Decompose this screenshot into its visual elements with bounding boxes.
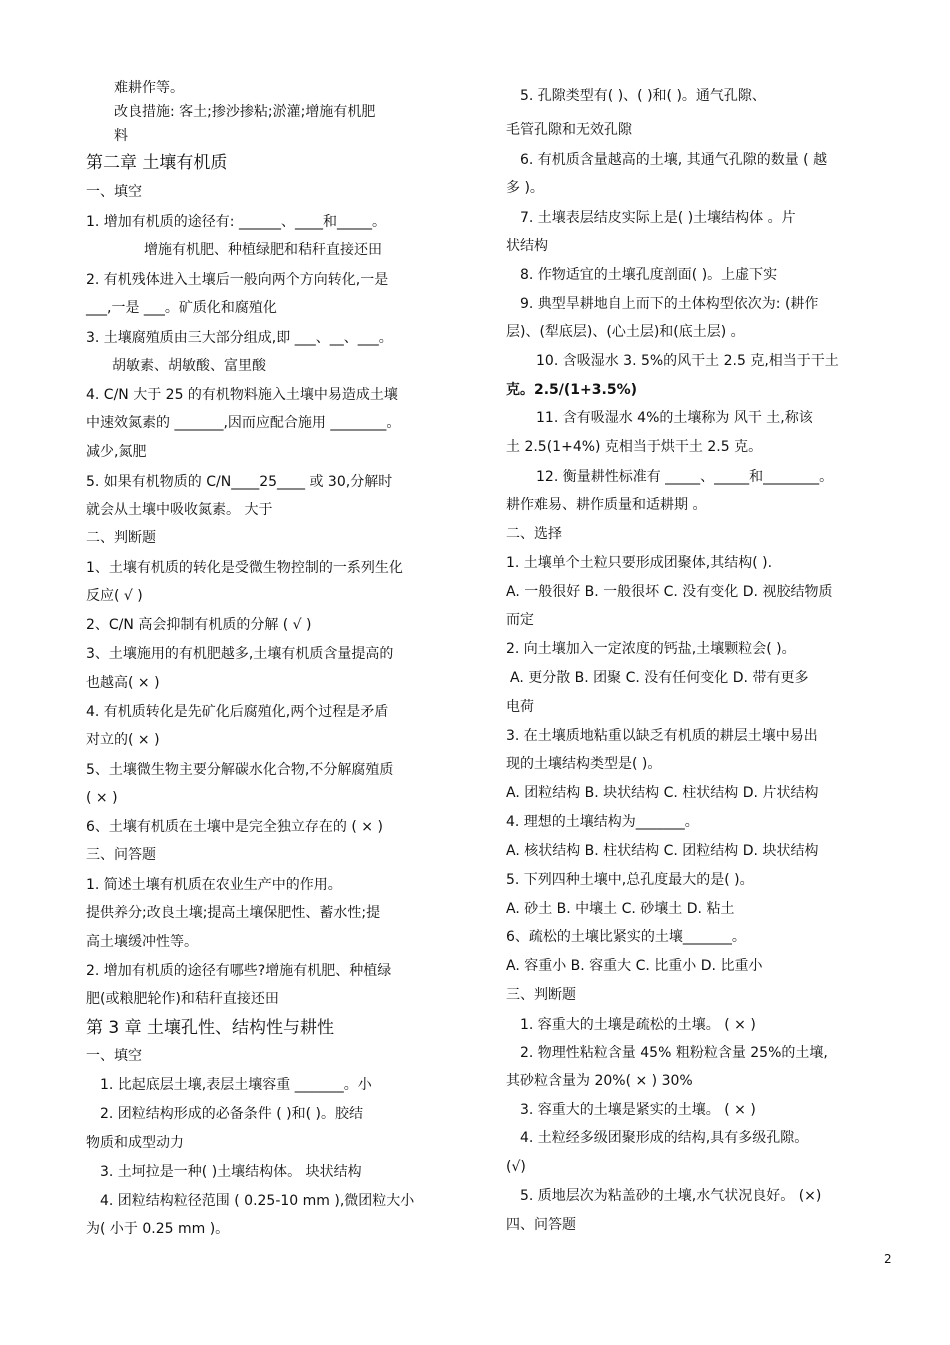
right-text-line: 层)、(犁底层)、(心土层)和(底土层) 。: [506, 324, 745, 340]
left-text-line: ___,一是 ___。矿质化和腐殖化: [86, 300, 277, 316]
left-text-line: 6、土壤有机质在土壤中是完全独立存在的 ( × ): [86, 819, 383, 835]
left-text-line: 中速效氮素的 _______,因而应配合施用 ________。: [86, 415, 401, 431]
right-text-line: 11. 含有吸湿水 4%的土壤称为 风干 土,称该: [536, 410, 813, 426]
left-text-line: 2. 团粒结构形成的必备条件 ( )和( )。胶结: [100, 1106, 364, 1122]
left-text-line: 第二章 土壤有机质: [86, 153, 228, 173]
page-number: 2: [884, 1252, 892, 1266]
left-text-line: 2. 有机残体进入土壤后一般向两个方向转化,一是: [86, 272, 389, 288]
right-text-line: 12. 衡量耕性标准有 _____、_____和________。: [536, 469, 834, 485]
right-text-line: A. 一般很好 B. 一般很坏 C. 没有变化 D. 视胶结物质: [506, 584, 833, 600]
left-text-line: 第 3 章 土壤孔性、结构性与耕性: [86, 1018, 335, 1038]
left-text-line: 3. 土壤腐殖质由三大部分组成,即 ___、__、___。: [86, 330, 393, 346]
right-text-line: 10. 含吸湿水 3. 5%的风干土 2.5 克,相当于干土: [536, 353, 839, 369]
right-text-line: 2. 向土壤加入一定浓度的钙盐,土壤颗粒会( )。: [506, 641, 796, 657]
left-text-line: 1. 简述土壤有机质在农业生产中的作用。: [86, 877, 342, 893]
left-text-line: ( × ): [86, 790, 118, 806]
left-text-line: 4. 团粒结构粒径范围 ( 0.25-10 mm ),微团粒大小: [100, 1193, 415, 1209]
right-text-line: 四、问答题: [506, 1217, 576, 1233]
right-text-line: 8. 作物适宜的土壤孔度剖面( )。上虚下实: [520, 267, 778, 283]
left-text-line: 一、填空: [86, 1048, 142, 1064]
left-text-line: 1、土壤有机质的转化是受微生物控制的一系列生化: [86, 560, 403, 576]
left-text-line: 3. 土坷拉是一种( )土壤结构体。 块状结构: [100, 1164, 362, 1180]
left-text-line: 也越高( × ): [86, 675, 160, 691]
left-text-line: 二、判断题: [86, 530, 156, 546]
left-text-line: 一、填空: [86, 184, 142, 200]
right-text-line: 2. 物理性粘粒含量 45% 粗粉粒含量 25%的土壤,: [520, 1045, 828, 1061]
left-text-line: 就会从土壤中吸收氮素。 大于: [86, 502, 273, 518]
right-text-line: 耕作难易、耕作质量和适耕期 。: [506, 497, 707, 513]
left-text-line: 1. 增加有机质的途径有: ______、____和_____。: [86, 214, 386, 230]
right-text-line: 6、疏松的土壤比紧实的土壤_______。: [506, 929, 746, 945]
left-text-line: 肥(或粮肥轮作)和秸秆直接还田: [86, 991, 279, 1007]
right-text-line: 1. 容重大的土壤是疏松的土壤。 ( × ): [520, 1017, 756, 1033]
right-text-line: A. 核状结构 B. 柱状结构 C. 团粒结构 D. 块状结构: [506, 843, 819, 859]
right-text-line: 三、判断题: [506, 987, 576, 1003]
left-text-line: 物质和成型动力: [86, 1135, 184, 1151]
right-text-line: (√): [506, 1159, 526, 1175]
left-text-line: 5. 如果有机物质的 C/N____25____ 或 30,分解时: [86, 474, 393, 490]
right-text-line: 毛管孔隙和无效孔隙: [506, 122, 632, 138]
right-text-line: 4. 理想的土壤结构为_______。: [506, 814, 699, 830]
left-text-line: 反应( √ ): [86, 588, 143, 604]
right-text-line: A. 团粒结构 B. 块状结构 C. 柱状结构 D. 片状结构: [506, 785, 819, 801]
right-text-line: 现的土壤结构类型是( )。: [506, 756, 662, 772]
left-text-line: 增施有机肥、种植绿肥和秸秆直接还田: [144, 242, 382, 258]
right-text-line: 6. 有机质含量越高的土壤, 其通气孔隙的数量 ( 越: [520, 152, 828, 168]
left-text-line: 减少,氮肥: [86, 444, 147, 460]
right-text-line: 状结构: [506, 238, 548, 254]
left-text-line: 胡敏素、胡敏酸、富里酸: [112, 358, 266, 374]
right-text-line: 9. 典型旱耕地自上而下的土体构型依次为: (耕作: [520, 296, 819, 312]
left-text-line: 4. 有机质转化是先矿化后腐殖化,两个过程是矛盾: [86, 704, 389, 720]
right-text-line: 3. 在土壤质地粘重以缺乏有机质的耕层土壤中易出: [506, 728, 818, 744]
left-text-line: 改良措施: 客土;掺沙掺粘;淤灌;增施有机肥: [114, 104, 376, 120]
left-text-line: 4. C/N 大于 25 的有机物料施入土壤中易造成土壤: [86, 387, 398, 403]
left-text-line: 为( 小于 0.25 mm )。: [86, 1221, 230, 1237]
right-text-line: 5. 质地层次为粘盖砂的土壤,水气状况良好。 (×): [520, 1188, 822, 1204]
left-text-line: 三、问答题: [86, 847, 156, 863]
right-text-line: 5. 下列四种土壤中,总孔度最大的是( )。: [506, 872, 754, 888]
right-text-line: A. 容重小 B. 容重大 C. 比重小 D. 比重小: [506, 958, 763, 974]
right-text-line: 4. 土粒经多级团聚形成的结构,具有多级孔隙。: [520, 1130, 809, 1146]
left-text-line: 高土壤缓冲性等。: [86, 934, 198, 950]
right-text-line: 二、选择: [506, 526, 562, 542]
left-text-line: 对立的( × ): [86, 732, 160, 748]
left-text-line: 1. 比起底层土壤,表层土壤容重 _______。小: [100, 1077, 372, 1093]
right-text-line: 3. 容重大的土壤是紧实的土壤。 ( × ): [520, 1102, 756, 1118]
left-text-line: 提供养分;改良土壤;提高土壤保肥性、蓄水性;提: [86, 905, 381, 921]
left-text-line: 2、C/N 高会抑制有机质的分解 ( √ ): [86, 617, 312, 633]
right-text-line: 土 2.5(1+4%) 克相当于烘干土 2.5 克。: [506, 439, 763, 455]
left-text-line: 料: [114, 128, 128, 144]
right-text-line: 多 )。: [506, 180, 544, 196]
right-text-line: 克。2.5/(1+3.5%): [506, 382, 638, 398]
right-text-line: A. 砂土 B. 中壤土 C. 砂壤土 D. 粘土: [506, 901, 735, 917]
right-text-line: 1. 土壤单个土粒只要形成团聚体,其结构( ).: [506, 555, 773, 571]
left-text-line: 3、土壤施用的有机肥越多,土壤有机质含量提高的: [86, 646, 394, 662]
right-text-line: 电荷: [506, 699, 534, 715]
right-text-line: A. 更分散 B. 团聚 C. 没有任何变化 D. 带有更多: [510, 670, 809, 686]
right-text-line: 5. 孔隙类型有( )、( )和( )。通气孔隙、: [520, 88, 766, 104]
right-text-line: 7. 土壤表层结皮实际上是( )土壤结构体 。片: [520, 210, 796, 226]
left-text-line: 5、土壤微生物主要分解碳水化合物,不分解腐殖质: [86, 762, 394, 778]
right-text-line: 而定: [506, 612, 534, 628]
left-text-line: 2. 增加有机质的途径有哪些?增施有机肥、种植绿: [86, 963, 392, 979]
left-text-line: 难耕作等。: [114, 80, 184, 96]
right-text-line: 其砂粒含量为 20%( × ) 30%: [506, 1073, 693, 1089]
